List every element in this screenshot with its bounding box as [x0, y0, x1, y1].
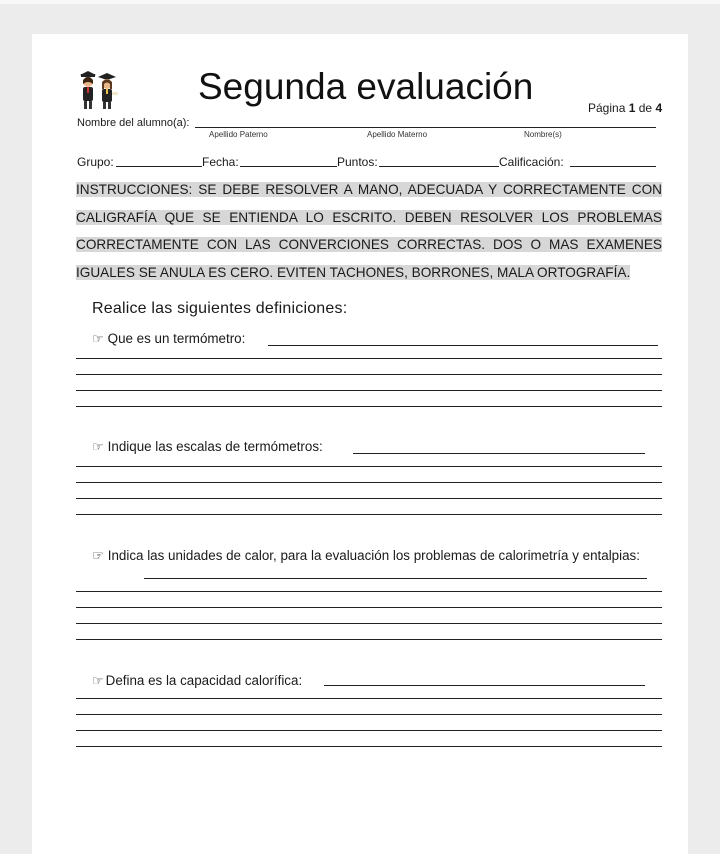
question-1-text: Que es un termómetro: [107, 331, 246, 346]
group-line[interactable] [116, 166, 202, 167]
page-prefix: Página [588, 101, 626, 115]
paternal-surname-label: Apellido Paterno [209, 130, 268, 139]
answer-line[interactable] [76, 390, 662, 391]
page-separator: de [638, 101, 653, 115]
answer-line[interactable] [76, 358, 662, 359]
answer-line[interactable] [76, 698, 662, 699]
answer-line[interactable] [76, 623, 662, 624]
answer-line[interactable] [76, 374, 662, 375]
pointing-hand-icon: ☞ [92, 673, 104, 688]
viewer-top-bar [0, 0, 720, 4]
student-name-label: Nombre del alumno(a): [77, 117, 190, 129]
question-1 [92, 331, 245, 347]
date-line[interactable] [240, 166, 337, 167]
pointing-hand-icon: ☞ [92, 331, 104, 346]
answer-line[interactable] [353, 453, 645, 454]
pointing-hand-icon: ☞ [92, 439, 104, 454]
answer-line[interactable] [76, 591, 662, 592]
answer-line[interactable] [76, 406, 662, 407]
question-3 [76, 546, 662, 565]
student-name-line[interactable] [195, 127, 656, 128]
answer-line[interactable] [76, 482, 662, 483]
answer-line[interactable] [76, 466, 662, 467]
answer-line[interactable] [76, 639, 662, 640]
answer-line[interactable] [76, 746, 662, 747]
graduates-logo-icon [76, 68, 120, 112]
answer-line[interactable] [76, 714, 662, 715]
answer-line[interactable] [324, 685, 645, 686]
maternal-surname-label: Apellido Materno [367, 130, 428, 139]
page-total: 4 [655, 101, 663, 115]
section-heading: Realice las siguientes definiciones: [92, 300, 348, 317]
page-current: 1 [628, 101, 636, 115]
grade-line[interactable] [570, 166, 656, 167]
date-label: Fecha: [202, 155, 239, 169]
answer-line[interactable] [268, 345, 658, 346]
question-2-text: Indique las escalas de termómetros: [107, 439, 323, 454]
document-page [32, 34, 688, 854]
page-indicator [588, 101, 662, 115]
grade-label: Calificación: [499, 155, 564, 169]
instructions-highlight: INSTRUCCIONES: SE DEBE RESOLVER A MANO, ADECUADA Y CORRECTAMENTE CON CALIGRAFÍA QUE SE ENTIENDA LO ESCRITO. DEBEN RESOLVER LOS PROBLEMAS CORRECTAMENTE CON LAS CONVERCIONES CORRECTAS. DOS O MAS EXAMENES IGUALES SE ANULA ES CERO. EVITEN TACHONES, BORRONES, MALA ORTOGRAFÍA. [76, 182, 662, 280]
question-4 [92, 673, 302, 689]
group-label: Grupo: [77, 155, 114, 169]
question-3-text: Indica las unidades de calor, para la evaluación los problemas de calorimetría y entalpias: [107, 548, 640, 563]
question-2 [92, 439, 323, 455]
answer-line[interactable] [76, 607, 662, 608]
answer-line[interactable] [76, 498, 662, 499]
given-name-label: Nombre(s) [524, 130, 562, 139]
points-line[interactable] [379, 166, 499, 167]
answer-line[interactable] [76, 730, 662, 731]
question-4-text: Defina es la capacidad calorífica: [105, 673, 303, 688]
answer-line[interactable] [144, 578, 647, 579]
document-title: Segunda evaluación [198, 66, 534, 107]
pointing-hand-icon: ☞ [92, 548, 105, 563]
answer-line[interactable] [76, 514, 662, 515]
points-label: Puntos: [337, 155, 378, 169]
instructions-text [76, 176, 662, 286]
